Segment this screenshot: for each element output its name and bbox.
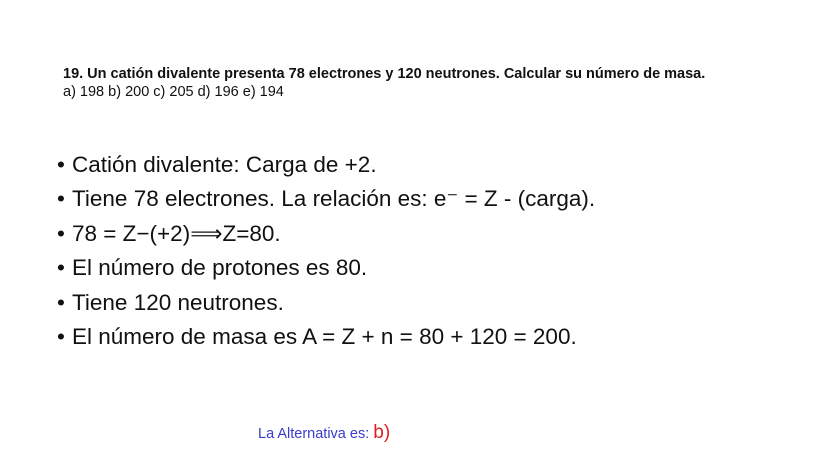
solution-item [57,217,817,251]
bullet-icon: • [57,324,65,350]
solution-item-text: Tiene 120 neutrones. [72,289,284,315]
bullet-icon: • [57,255,65,281]
solution-item-text: El número de masa es A = Z + n = 80 + 120 = 200. [72,324,577,350]
solution-item-text: Catión divalente: Carga de +2. [72,152,377,177]
bullet-icon: • [57,289,65,315]
answer-label: La Alternativa es: [258,426,370,442]
solution-list [57,148,817,354]
solution-item [57,286,817,320]
question-options: a) 198 b) 200 c) 205 d) 196 e) 194 [63,84,284,100]
answer-line [258,422,390,444]
solution-item [57,182,817,216]
solution-item [57,251,817,285]
solution-item-text: Tiene 78 electrones. La relación es: e⁻ = Z - (carga). [72,186,596,212]
solution-item [57,320,817,354]
question-title: 19. Un catión divalente presenta 78 electrones y 120 neutrones. Calcular su número de masa. [63,66,706,82]
question-block [63,66,803,101]
solution-item-text: El número de protones es 80. [72,255,368,281]
answer-value: b) [373,422,391,443]
solution-item [57,148,817,182]
bullet-icon: • [57,220,65,246]
bullet-icon: • [57,152,65,177]
solution-item-text: 78 = Z−(+2)⟹Z=80. [72,220,281,246]
bullet-icon: • [57,186,65,212]
